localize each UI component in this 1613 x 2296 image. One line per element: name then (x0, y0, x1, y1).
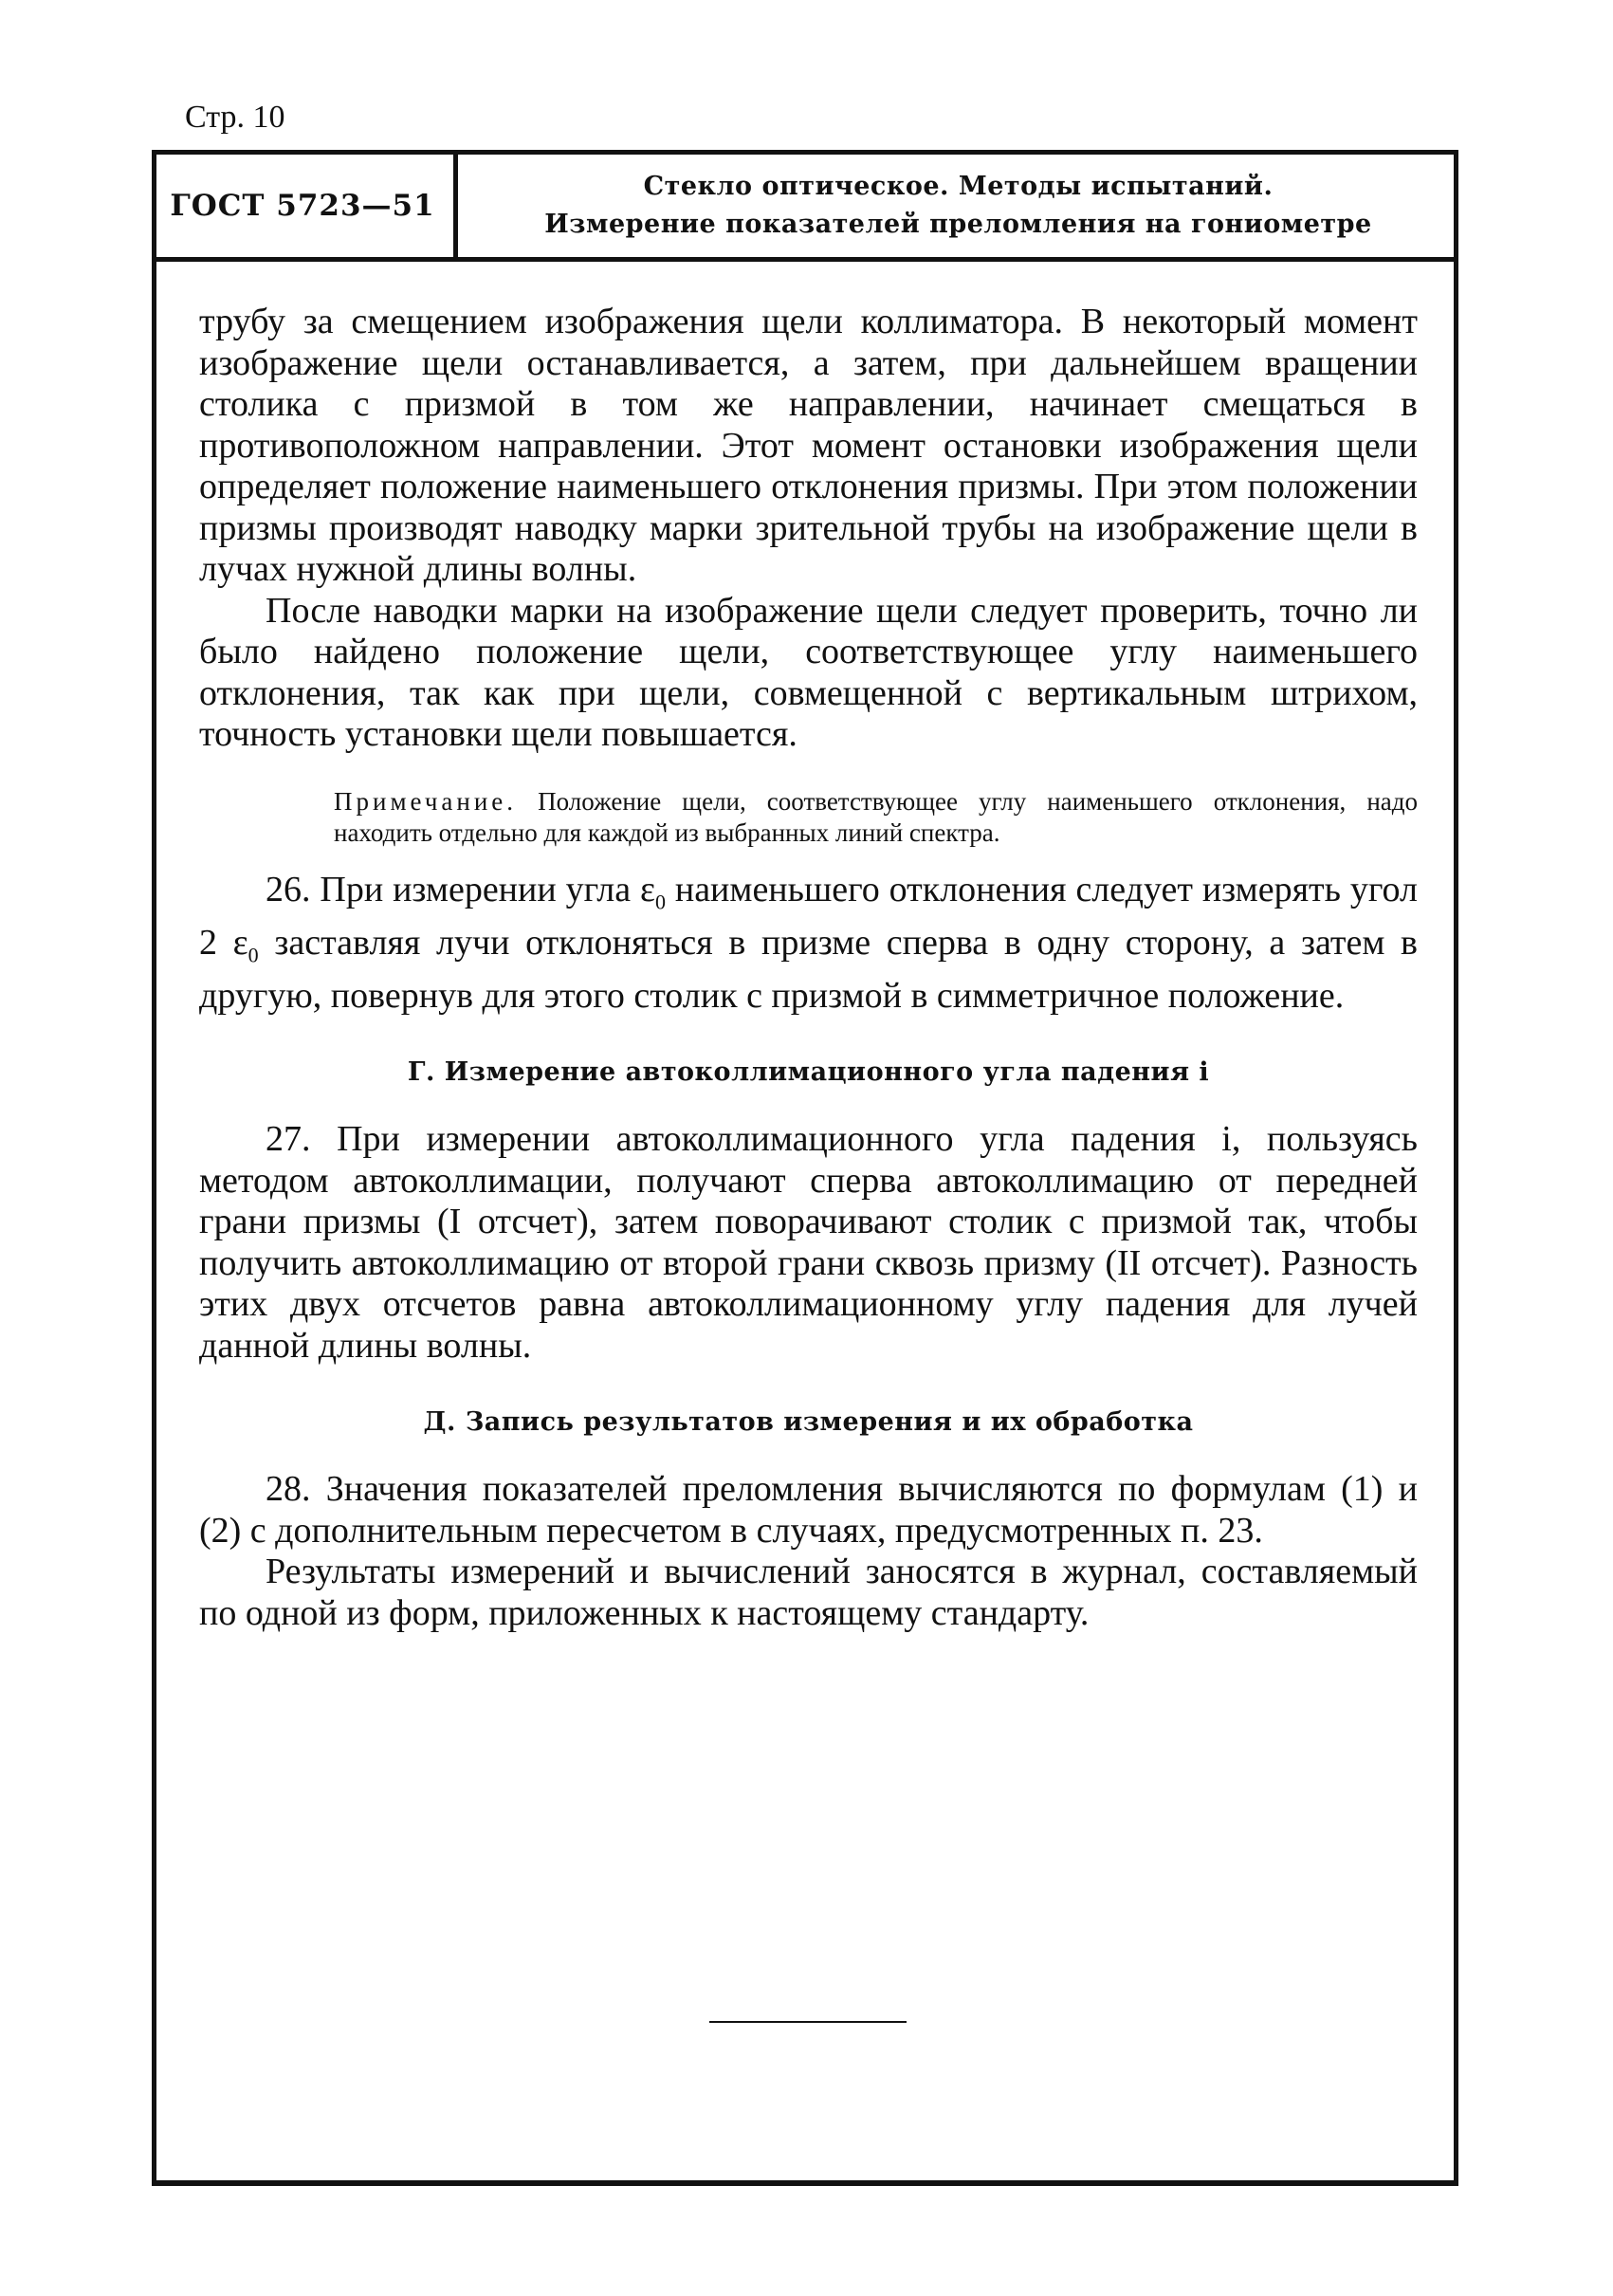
document-body (199, 302, 1418, 1634)
epsilon-subscript: 0 (247, 943, 259, 967)
paragraph-26-part-a: 26. При измерении угла ε (266, 869, 655, 909)
standard-title-line1: Стекло оптическое. Методы испытаний. (643, 172, 1274, 201)
document-header (152, 155, 1458, 262)
paragraph-slit-check: После наводки марки на изображение щели следует проверить, точно ли было найдено положение щели, соответствующее углу наименьшего отклонения, так как при щели, совмещенной с вертикальным штрихом, точность установки щели повышается. (199, 590, 1418, 754)
epsilon-subscript: 0 (654, 890, 666, 914)
end-of-text-rule (709, 2021, 907, 2023)
paragraph-26 (199, 870, 1418, 1018)
standard-code: ГОСТ 5723—51 (152, 155, 458, 257)
note (199, 786, 1418, 849)
paragraph-28: 28. Значения показателей преломления вычисляются по формулам (1) и (2) с дополнительным пересчетом в случаях, предусмотренных п. 23. (199, 1469, 1418, 1551)
paragraph-26-part-c: заставляя лучи отклоняться в призме сперва в одну сторону, а затем в другую, повернув для этого столик с призмой в симметричное положение. (199, 922, 1418, 1016)
paragraph-results: Результаты измерений и вычислений заносятся в журнал, составляемый по одной из форм, приложенных к настоящему стандарту. (199, 1552, 1418, 1633)
section-heading-g: Г. Измерение автоколлимационного угла падения i (407, 1057, 1210, 1088)
standard-title (458, 168, 1458, 244)
note-text: Положение щели, соответствующее углу наименьшего отклонения, надо находить отдельно для каждой из выбранных линий спектра. (334, 786, 1419, 847)
note-label: Примечание. (334, 786, 518, 816)
paragraph-26-part-b: наименьшего отклонения следует измерять угол 2 ε (199, 869, 1418, 963)
standard-title-line2: Измерение показателей преломления на гониометре (544, 210, 1372, 239)
page-number: Стр. 10 (185, 100, 285, 135)
paragraph-27: 27. При измерении автоколлимационного угла падения i, пользуясь методом автоколлимации, получают сперва автоколлимацию от передней грани призмы (I отсчет), затем поворачивают столик с призмой так, чтобы получить автоколлимацию от второй грани сквозь призму (II отсчет). Разность этих двух отсчетов равна автоколлимационному углу падения для лучей данной длины волны. (199, 1119, 1418, 1366)
section-heading-d: Д. Запись результатов измерения и их обработка (423, 1407, 1194, 1438)
paragraph-continuation: трубу за смещением изображения щели коллиматора. В некоторый момент изображение щели останавливается, а затем, при дальнейшем вращении столика с призмой в том же направлении, начинает смещаться в противоположном направлении. Этот момент остановки изображения щели определяет положение наименьшего отклонения призмы. При этом положении призмы производят наводку марки зрительной трубы на изображение щели в лучах нужной длины волны. (199, 302, 1418, 589)
